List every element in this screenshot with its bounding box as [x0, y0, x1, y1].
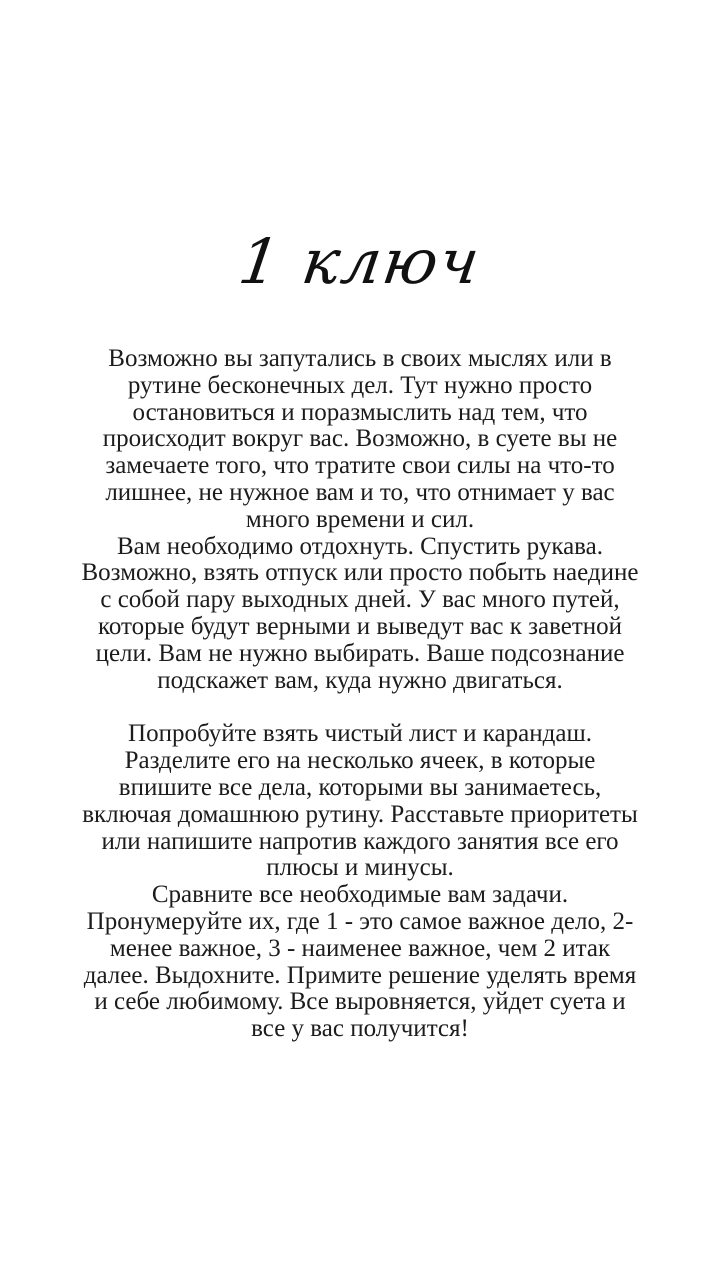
text-line: подскажет вам, куда нужно двигаться.: [157, 666, 563, 694]
text-line: рутине бесконечных дел. Тут нужно просто: [127, 371, 593, 399]
text-line: Пронумеруйте их, где 1 - это самое важное дело, 2-: [86, 907, 634, 935]
text-line: или напишите напротив каждого занятия все его: [101, 827, 619, 855]
text-line: цели. Вам не нужно выбирать. Ваше подсознание: [95, 639, 625, 667]
text-line: происходит вокруг вас. Возможно, в суете вы не: [102, 425, 618, 453]
text-line: которые будут верными и выведут вас к заветной: [97, 612, 623, 640]
paragraph-1: [40, 346, 680, 694]
body-text: [40, 346, 680, 1043]
text-line: Попробуйте взять чистый лист и карандаш.: [128, 720, 592, 748]
text-line: включая домашнюю рутину. Расставьте приоритеты: [82, 800, 638, 828]
text-line: Возможно, взять отпуск или просто побыть наедине: [81, 559, 639, 587]
text-line: много времени и сил.: [245, 505, 475, 533]
text-line: впишите все дела, которыми вы занимаетесь,: [118, 773, 602, 801]
text-line: остановиться и поразмыслить над тем, что: [132, 398, 588, 426]
paragraph-gap: [40, 694, 680, 721]
page-title: 1 ключ: [234, 225, 486, 298]
text-line: далее. Выдохните. Примите решение уделять время: [83, 961, 637, 989]
text-line: все у вас получится!: [251, 1015, 469, 1043]
text-line: Сравните все необходимые вам задачи.: [151, 881, 569, 909]
text-line: плюсы и минусы.: [266, 854, 454, 882]
text-line: замечаете того, что тратите свои силы на что-то: [105, 452, 615, 480]
paragraph-2: [40, 721, 680, 1043]
text-line: и себе любимому. Все выровняется, уйдет суета и: [94, 988, 626, 1016]
text-line: Вам необходимо отдохнуть. Спустить рукава.: [116, 532, 604, 560]
text-line: Возможно вы запутались в своих мыслях или в: [108, 345, 612, 372]
text-line: с собой пару выходных дней. У вас много путей,: [100, 586, 620, 614]
text-line: Разделите его на несколько ячеек, в которые: [124, 747, 596, 775]
text-line: менее важное, 3 - наименее важное, чем 2 итак: [109, 934, 611, 962]
text-line: лишнее, не нужное вам и то, что отнимает у вас: [105, 478, 615, 506]
